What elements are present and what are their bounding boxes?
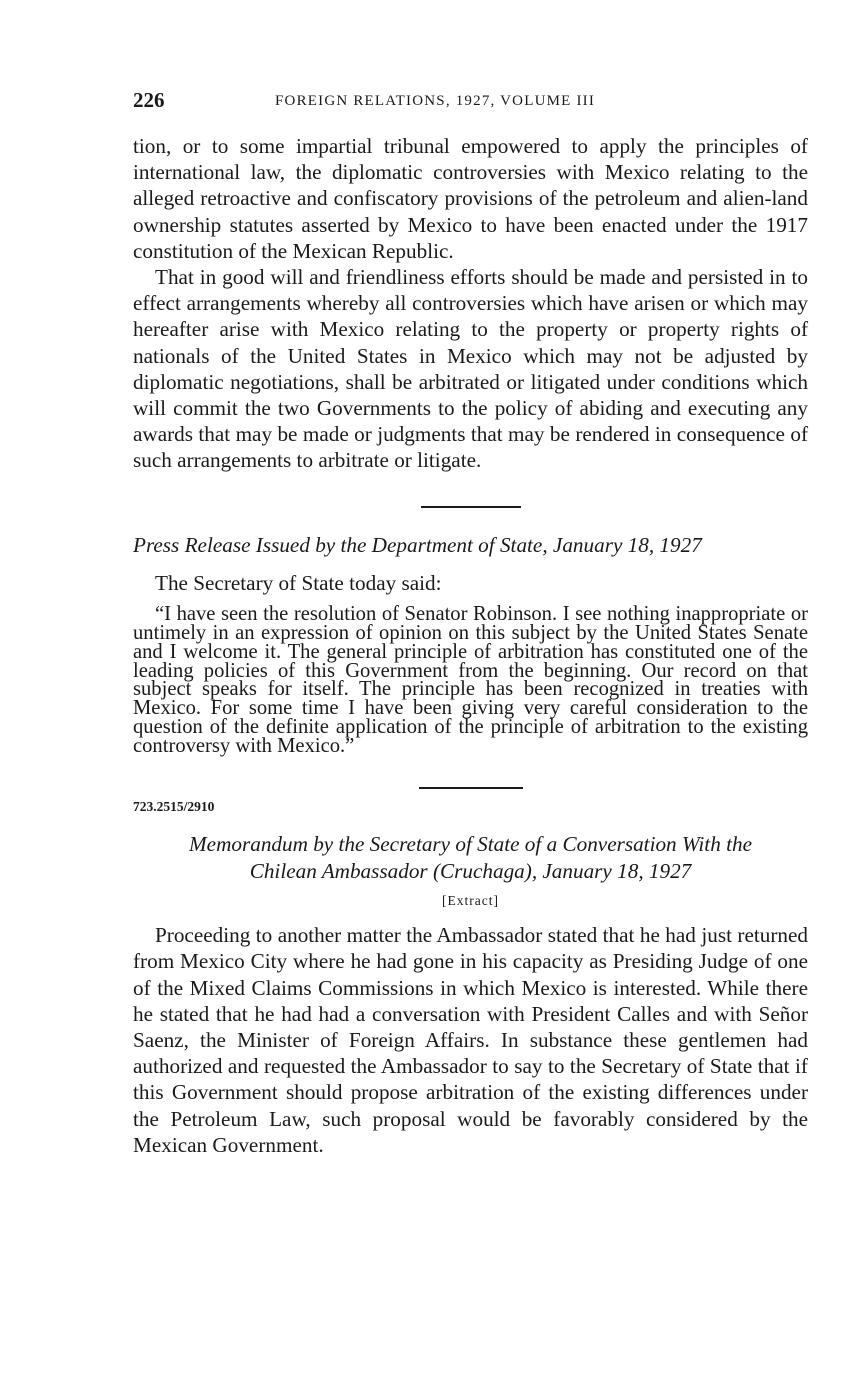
- memorandum-title-line: Chilean Ambassador (Cruchaga), January 18, 1927: [249, 859, 692, 884]
- page-number: 226: [133, 88, 165, 112]
- document-page: [133, 82, 808, 1158]
- section-divider: [421, 506, 521, 508]
- memorandum-title-line: Memorandum by the Secretary of State of a Conversation With the: [189, 832, 752, 857]
- extract-note: [Extract]: [442, 893, 499, 909]
- paragraph-continuation: tion, or to some impartial tribunal empowered to apply the principles of international law, the diplomatic controversies with Mexico relating to the alleged retroactive and confiscatory provisions of the petroleum and alien-land ownership statutes asserted by Mexico to have been enacted under the 1917 constitution of the Mexican Republic.: [133, 134, 808, 263]
- press-release-intro: The Secretary of State today said:: [155, 570, 442, 595]
- paragraph-resolution: That in good will and friendliness efforts should be made and persisted in to effect arrangements whereby all controversies which have arisen or which may hereafter arise with Mexico relating to the property or property rights of nationals of the United States in Mexico which may not be adjusted by diplomatic negotiations, shall be arbitrated or litigated under conditions which will commit the two Governments to the policy of abiding and executing any awards that may be made or judgments that may be rendered in consequence of such arrangements to arbitrate or litigate.: [133, 265, 808, 473]
- memorandum-body: Proceeding to another matter the Ambassador stated that he had just returned from Mexico City where he had gone in his capacity as Presiding Judge of one of the Mixed Claims Commissions in which Mexico is interested. While there he stated that he had had a conversation with President Calles and with Señor Saenz, the Minister of Foreign Affairs. In substance these gentlemen had authorized and requested the Ambassador to say to the Secretary of State that if this Government should propose arbitration of the existing differences under the Petroleum Law, such proposal would be favorably considered by the Mexican Government.: [133, 923, 808, 1157]
- section-divider: [419, 787, 523, 789]
- press-release-title: Press Release Issued by the Department of State, January 18, 1927: [133, 532, 702, 557]
- file-number: 723.2515/2910: [133, 799, 215, 815]
- memorandum-title: [133, 831, 808, 885]
- running-head: [133, 82, 808, 116]
- running-title: FOREIGN RELATIONS, 1927, VOLUME III: [275, 93, 596, 109]
- press-release-quote: “I have seen the resolution of Senator Robinson. I see nothing inappropriate or untimely in an expression of opinion on this subject by the United States Senate and I welcome it. The general principle of arbitration has constituted one of the leading policies of this Government from the beginning. Our record on that subject speaks for itself. The principle has been recognized in treaties with Mexico. For some time I have been giving very careful consideration to the question of the definite application of the principle of arbitration to the existing controversy with Mexico.”: [133, 602, 808, 758]
